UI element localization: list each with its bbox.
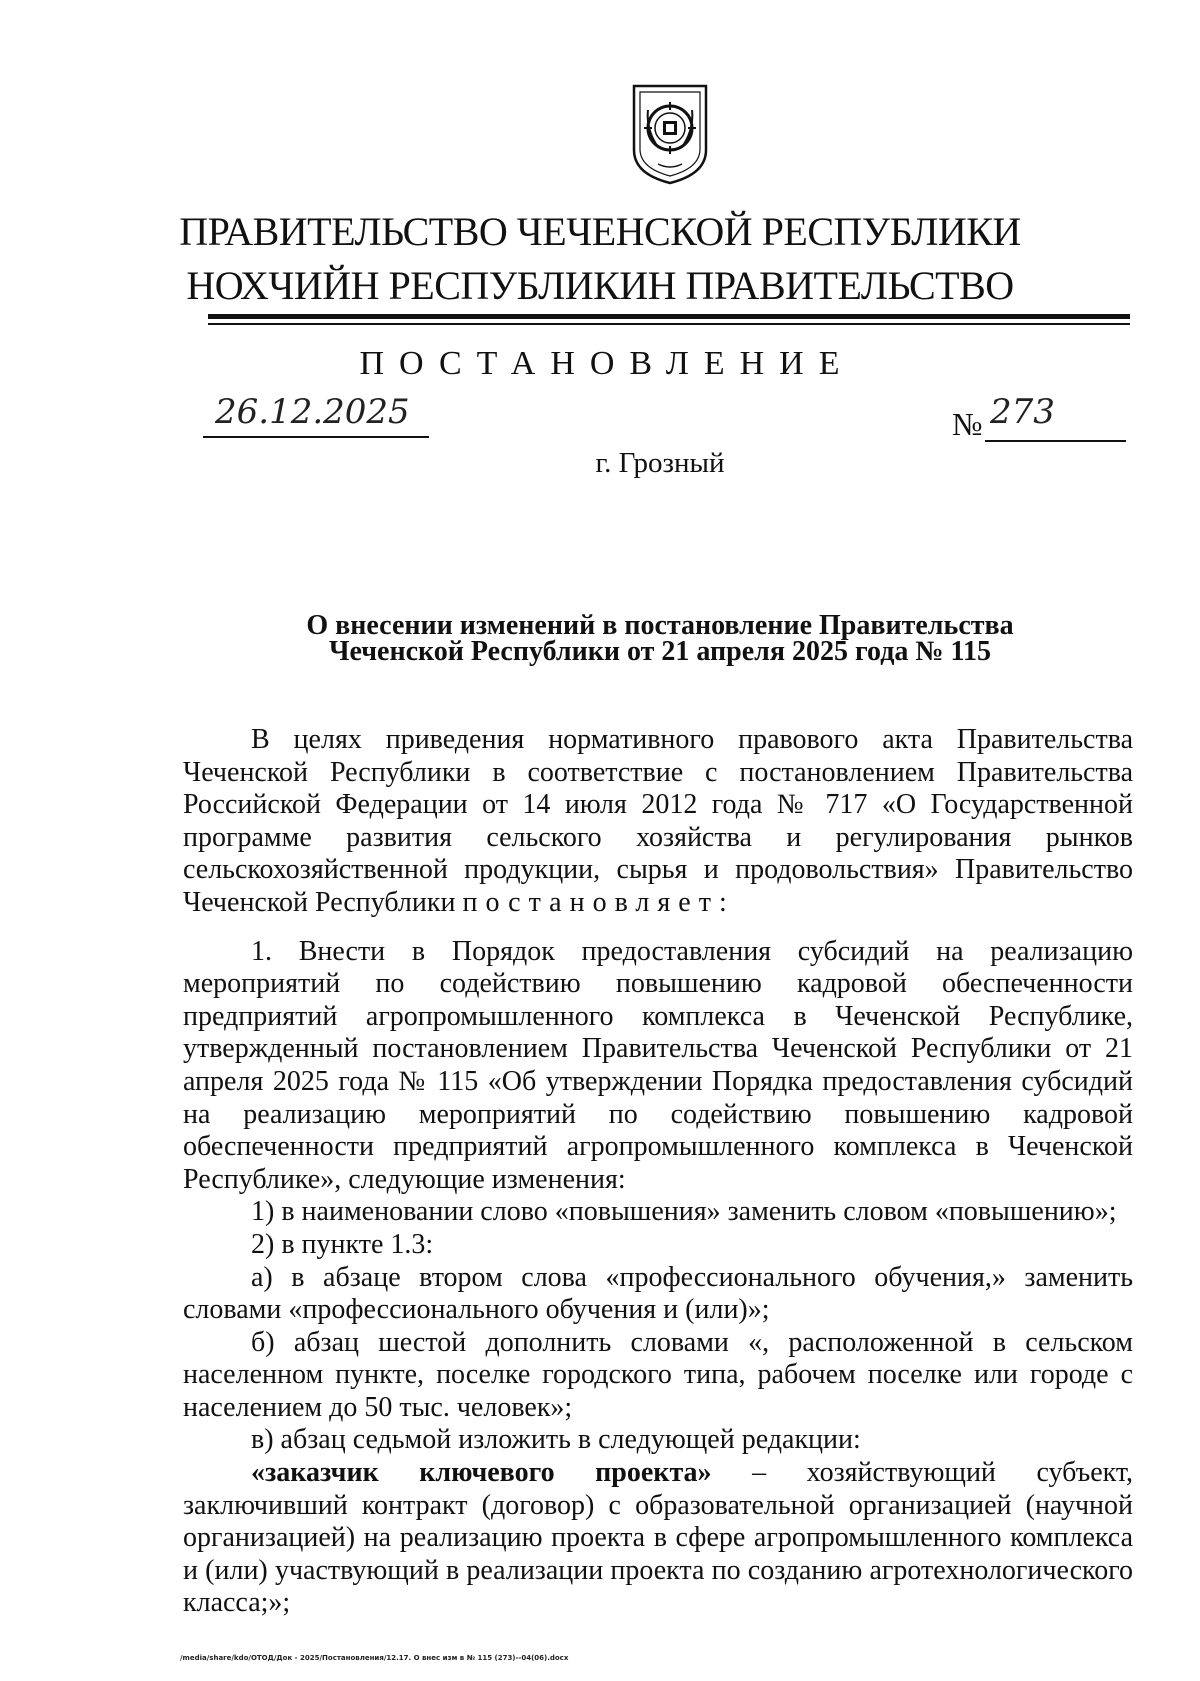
document-type: ПОСТАНОВЛЕНИЕ xyxy=(359,345,855,382)
item-1: 1. Внести в Порядок предоставления субсидий на реализацию мероприятий по содействию повышению кадровой обеспеченности предприятий агропромышленного комплекса в Чеченской Республике, утвержденный постановлением Правительства Чеченской Республики от 21 апреля 2025 года № 115 «Об утверждении Порядка предоставления субсидий на реализацию мероприятий по содействию повышению кадровой обеспеченности предприятий агропромышленного комплекса в Чеченской Республике», следующие изменения: xyxy=(183,935,1133,1195)
header-rule-thin xyxy=(208,323,1130,325)
item-1-1: 1) в наименовании слово «повышения» заменить словом «повышению»; xyxy=(251,1196,1117,1228)
definition-term: «заказчик ключевого проекта» xyxy=(251,1457,712,1489)
number-underline xyxy=(985,440,1126,442)
item-1-2-b: б) абзац шестой дополнить словами «, расположенной в сельском населенном пункте, поселке городского типа, рабочем поселке или городе с населением до 50 тыс. человек»; xyxy=(183,1326,1133,1423)
file-path-footer: /media/share/kdo/ОТОД/Док - 2025/Постановления/12.17. О внес изм в № 115 (273)--04(06).docx xyxy=(180,1654,569,1662)
document-title-line1: О внесении изменений в постановление Правительства xyxy=(306,610,1014,641)
document-title-line2: Чеченской Республики от 21 апреля 2025 года № 115 xyxy=(328,636,992,667)
definition-paragraph xyxy=(183,1457,1133,1620)
item-1-2: 2) в пункте 1.3: xyxy=(251,1228,434,1260)
item-1-2-a: а) в абзаце втором слова «профессионального обучения,» заменить словами «профессионального обучения и (или)»; xyxy=(183,1261,1133,1326)
document-number: 273 xyxy=(990,392,1055,432)
document-body xyxy=(183,724,1133,1620)
header-rule-thick xyxy=(208,314,1130,319)
government-name-russian: ПРАВИТЕЛЬСТВО ЧЕЧЕНСКОЙ РЕСПУБЛИКИ xyxy=(179,209,1021,254)
date-underline xyxy=(203,436,429,438)
definition-text: – хозяйствующий субъект, заключивший контракт (договор) с образовательной организацией (научной организацией) на реализацию проекта в сфере агропромышленного комплекса и (или) участвующий в реализации проекта по созданию агротехнологического класса;»; xyxy=(183,1457,1133,1619)
document-date: 26.12.2025 xyxy=(215,392,410,432)
number-label: № xyxy=(952,406,983,442)
preamble-text: В целях приведения нормативного правового акта Правительства Чеченской Республики в соответствие с постановлением Правительства Российской Федерации от 14 июля 2012 года № 717 «О Государственной программе развития сельского хозяйства и регулирования рынков сельскохозяйственной продукции, сырья и продовольствия» Правительство Чеченской Республики xyxy=(183,724,1133,918)
item-1-2-c: в) абзац седьмой изложить в следующей редакции: xyxy=(251,1424,861,1456)
city: г. Грозный xyxy=(595,447,725,479)
government-name-chechen: НОХЧИЙН РЕСПУБЛИКИН ПРАВИТЕЛЬСТВО xyxy=(186,263,1014,308)
preamble xyxy=(183,724,1133,920)
coat-of-arms-icon xyxy=(628,80,712,186)
preamble-verb: постановляет: xyxy=(462,886,735,918)
